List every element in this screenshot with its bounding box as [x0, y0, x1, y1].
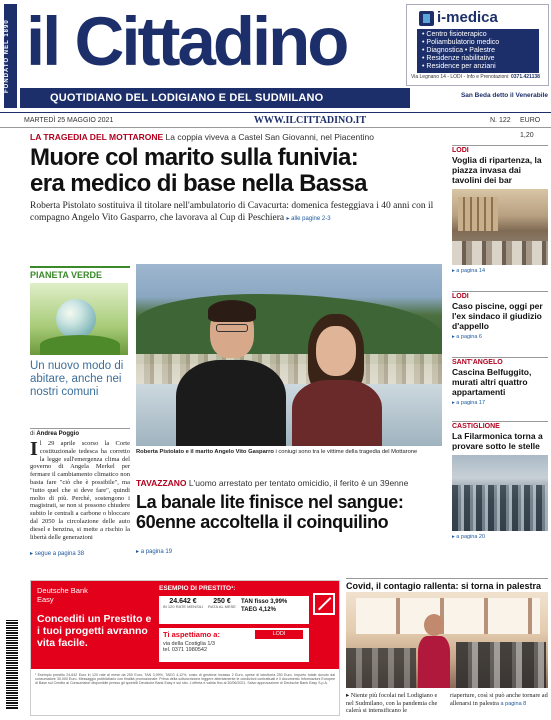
imedica-service: • Residenze riabilitative [422, 55, 495, 62]
ad-address: via della Costiglia 1/3 [163, 641, 215, 647]
filarmonica-band-photo [452, 455, 548, 531]
lead-photo-couple[interactable] [136, 264, 442, 446]
imedica-service: • Centro fisioterapico [422, 31, 487, 38]
second-kicker [136, 478, 446, 488]
ad-amount-value: 24.642 € [169, 598, 197, 605]
ad-amount-sub: IN 120 RATE MENSILI [162, 604, 204, 609]
barcode-icon [6, 620, 18, 710]
imedica-services [417, 29, 539, 73]
ad-brand [37, 586, 88, 604]
gym-woman-head [424, 614, 444, 636]
imedica-service: • Diagnostica • Palestre [422, 47, 495, 54]
lead-headline-line: Muore col marito sulla funivia: [30, 144, 359, 171]
right-story-ref-text: a pagina 14 [456, 268, 486, 274]
ad-brand-product: Easy [37, 595, 54, 604]
lead-kicker-text: La coppia viveva a Castel San Giovanni, nel Piacentino [165, 132, 374, 142]
right-story-ref-text: a pagina 20 [456, 534, 486, 540]
right-story-ref: ▸ a pagina 6 [452, 334, 482, 340]
right-story-belfuggito[interactable] [452, 357, 548, 406]
photo-woman [286, 314, 386, 446]
right-story-headline: La Filarmonica torna a provare sotto le stelle [452, 431, 543, 451]
issue-number: N. 122 [490, 117, 511, 124]
ad-rate-value: 250 € [213, 598, 231, 605]
masthead [0, 0, 551, 112]
ad-brand-name: Deutsche Bank [37, 586, 88, 595]
covid-text-1: Niente più focolai nel Lodigiano e nel Sudmilano, con la pandemia che calerà si intensificano le [346, 692, 438, 714]
issue-date: MARTEDÌ 25 MAGGIO 2021 [24, 117, 114, 124]
founded-banner: FONDATO NEL 1890 [4, 4, 17, 108]
website-link[interactable]: WWW.ILCITTADINO.IT [253, 115, 367, 126]
second-headline-line: 60enne accoltella il coinquilino [136, 512, 389, 532]
covid-text-col1: ▸ Niente più focolai nel Lodigiano e nel Sudmilano, con la pandemia che calerà si intensificano le [346, 692, 438, 714]
lead-page-ref-text: alle pagine 2-3 [291, 216, 331, 222]
right-story-headline: Voglia di ripartenza, la piazza invasa dai tavolini dei bar [452, 155, 542, 185]
lead-headline[interactable] [30, 145, 445, 197]
right-story-ref-text: a pagina 6 [456, 334, 482, 340]
right-story-piscine[interactable] [452, 291, 548, 340]
imedica-ad[interactable] [406, 4, 549, 86]
imedica-address [411, 74, 546, 80]
caption-text: i coniugi sono tra le vittime della tragedia del Mottarone [275, 449, 418, 455]
ad-phone: tel. 0371 1980542 [163, 647, 208, 653]
pianeta-deck[interactable]: Un nuovo modo di abitare, anche nei nostri comuni [30, 360, 124, 398]
right-story-filarmonica[interactable] [452, 421, 548, 540]
ad-tan-taeg [241, 598, 307, 614]
imedica-phone: 0371.421138 [510, 74, 540, 80]
gym-machines-left [346, 648, 416, 688]
logo-block [20, 4, 402, 108]
ad-cta-text: Ti aspettiamo a: [163, 630, 220, 639]
covid-text-2: riaperture, così si può anche tornare ad allenarsi in palestra [450, 692, 548, 707]
ad-example-label: ESEMPIO DI PRESTITO¹: [159, 585, 236, 592]
imedica-address-text: Via Legnano 14 - LODI - Info e Prenotazioni: [411, 74, 510, 80]
saint-of-day: San Beda detto il Venerabile [460, 92, 548, 99]
second-kicker-label: TAVAZZANO [136, 478, 187, 488]
photo-man [176, 304, 286, 446]
ad-rate [207, 598, 237, 610]
gym-woman [416, 614, 452, 688]
issue-price: EURO 1,20 [520, 117, 541, 139]
covid-headline[interactable]: Covid, il contagio rallenta: si torna in palestra [346, 578, 548, 591]
lead-summary [30, 200, 445, 225]
right-story-section: LODI [452, 145, 548, 154]
lead-headline-line: era medico di base nella Bassa [30, 170, 367, 197]
second-headline[interactable] [136, 492, 446, 532]
imedica-service: • Poliambulatorio medico [422, 39, 500, 46]
man-body [176, 360, 286, 446]
right-story-headline: Cascina Belfuggito, murati altri quattro appartamenti [452, 367, 532, 397]
right-story-piazza[interactable] [452, 145, 548, 274]
piazza-bar-photo [452, 189, 548, 265]
deutsche-bank-ad[interactable] [30, 580, 340, 716]
ad-loan-figures [159, 596, 309, 624]
covid-ref[interactable]: a pagina 8 [500, 700, 527, 707]
man-hair [208, 300, 256, 322]
right-story-section: LODI [452, 291, 548, 300]
lead-kicker-label: LA TRAGEDIA DEL MOTTARONE [30, 132, 164, 142]
ad-cta-box [159, 628, 309, 662]
gym-woman-body [418, 636, 450, 688]
pianeta-author [30, 428, 130, 437]
lead-kicker [30, 132, 450, 142]
covid-text-col2 [450, 692, 548, 708]
globe-icon [56, 299, 96, 339]
ad-fine-print: ¹ Esempio prestito 24.642 Euro in 120 rate al mese da 250 Euro, TAN 3,99%, TAEG 4,12%, costo di gestione incasso 2 Euro, spese di istruttoria 250 Euro. Importo totale dovuto dal consumatore 30.000 Euro. Messaggio pubblicitario con finalità promozionale. Prima della sottoscrizione leggere attentamente le condizioni contrattuali e il documento Informazioni Europee di Base sul Credito ai Consumatori disponibile presso gli sportelli Deutsche Bank Easy e sul sito. L'offerta è valida fino al 30/06/2021. Salvo approvazione di Deutsche Bank Easy S.p.A. [35, 673, 335, 686]
tagline: QUOTIDIANO DEL LODIGIANO E DEL SUDMILANO [20, 88, 410, 108]
ad-slogan: Concediti un Prestito e i tuoi progetti avranno vita facile. [37, 613, 152, 649]
glass-globe-photo [30, 283, 128, 355]
woman-head [316, 326, 356, 376]
pianeta-section-title: PIANETA VERDE [30, 266, 130, 280]
ad-tan: TAN fisso 3,99% [241, 599, 288, 605]
right-story-ref: ▸ a pagina 17 [452, 400, 486, 406]
ad-loan-example [159, 585, 309, 665]
second-headline-line: La banale lite finisce nel sangue: [136, 492, 404, 512]
imedica-logo-icon [419, 11, 434, 26]
glasses-icon [216, 324, 248, 332]
pianeta-continue-ref[interactable]: ▸ segue a pagina 38 [30, 551, 85, 557]
deutsche-bank-logo-icon [313, 593, 335, 615]
second-kicker-text: L'uomo arrestato per tentato omicidio, il ferito è un 39enne [188, 478, 409, 488]
right-story-ref-text: a pagina 17 [456, 400, 486, 406]
lead-summary-text: Roberta Pistolato sostituiva il titolare nell'ambulatorio di Cavacurta: domenica festeggiava i 40 anni con il compagno Angelo Vito Gasparro, che lavorava al Cup di Peschiera [30, 201, 434, 223]
pianeta-body: Il 29 aprile scorso la Corte costituzionale tedesca ha corretto la legge sull'emergenza clima del governo di Angela Merkel per fermare il cambiamento climatico non basta fare "ciò che è possibile", ma "tutto quel che si deve fare", quindi molto di più. Perché, sostengono i magistrati, se non si possono chiudere subito le centrali a carbone o bloccare dal 2050 la circolazione delle auto diesel e benzina, si mette a rischio la libertà delle generazioni [30, 438, 130, 541]
caption-names: Roberta Pistolato e il marito Angelo Vito Gasparro [136, 449, 274, 455]
newspaper-logo[interactable]: il Cittadino [26, 3, 347, 80]
imedica-brand: i-medica [437, 9, 498, 26]
ad-amount [162, 598, 204, 610]
author-name: Andrea Poggio [36, 431, 80, 437]
pianeta-continue-text: segue a pagina 38 [34, 551, 85, 557]
right-story-headline: Caso piscine, oggi per l'ex sindaco il giudizio d'appello [452, 301, 543, 331]
ad-taeg: TAEG 4,12% [241, 607, 276, 613]
ad-city: LODI [255, 630, 303, 639]
lead-page-ref[interactable]: ▸ alle pagine 2-3 [286, 216, 331, 222]
second-page-ref-text: a pagina 19 [140, 549, 173, 555]
ad-red-panel [31, 581, 339, 669]
gym-photo[interactable] [346, 592, 548, 688]
second-page-ref[interactable]: ▸ a pagina 19 [136, 549, 173, 555]
right-story-section: CASTIGLIONE [452, 421, 548, 430]
right-story-section: SANT'ANGELO [452, 357, 548, 366]
imedica-service: • Residence per anziani [422, 63, 496, 70]
lead-photo-caption [136, 449, 442, 455]
right-story-ref: ▸ a pagina 20 [452, 534, 486, 540]
woman-body [292, 380, 382, 446]
right-story-ref: ▸ a pagina 14 [452, 268, 486, 274]
author-prefix: di [30, 431, 35, 437]
moss-shape [40, 335, 120, 355]
gym-machines-right [456, 642, 546, 688]
ad-rate-sub: RATA AL MESE [208, 604, 236, 609]
